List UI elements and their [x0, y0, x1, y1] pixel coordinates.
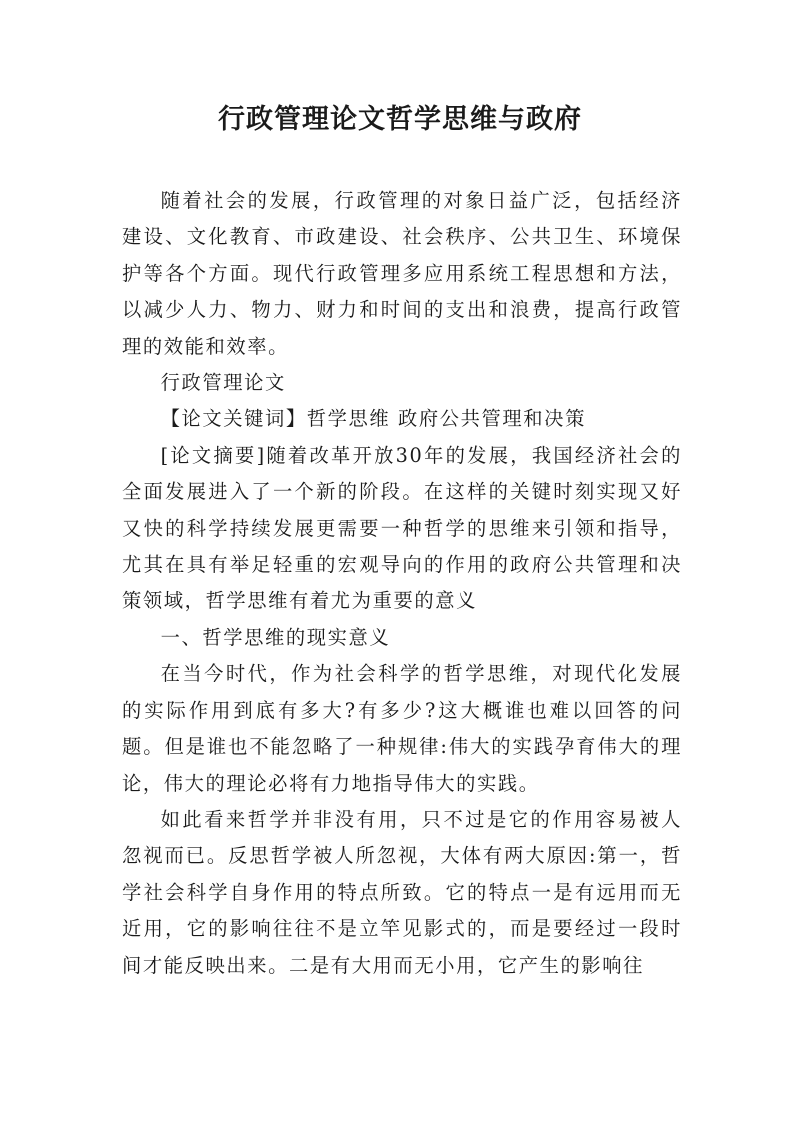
paragraph-body-2: 如此看来哲学并非没有用，只不过是它的作用容易被人忽视而已。反思哲学被人所忽视，大体有两大原因:第一，哲学社会科学自身作用的特点所致。它的特点一是有远用而无近用，它的影响往往不是立竿见影式的，而是要经过一段时间才能反映出来。二是有大用而无小用，它产生的影响往: [122, 807, 682, 977]
document-title: 行政管理论文哲学思维与政府: [218, 104, 582, 135]
section-heading-1: 一、哲学思维的现实意义: [160, 625, 391, 649]
paragraph-section-label: 行政管理论文: [160, 371, 286, 395]
document-body: [122, 183, 682, 984]
paragraph-intro: 随着社会的发展，行政管理的对象日益广泛，包括经济建设、文化教育、市政建设、社会秩序、公共卫生、环境保护等各个方面。现代行政管理多应用系统工程思想和方法，以减少人力、物力、财力和时间的支出和浪费，提高行政管理的效能和效率。: [122, 189, 682, 358]
paragraph-abstract: [论文摘要]随着改革开放30年的发展，我国经济社会的全面发展进入了一个新的阶段。在这样的关键时刻实现又好又快的科学持续发展更需要一种哲学的思维来引领和指导，尤其在具有举足轻重的宏观导向的作用的政府公共管理和决策领域，哲学思维有着尤为重要的意义: [122, 443, 682, 613]
paragraph-body-1: 在当今时代，作为社会科学的哲学思维，对现代化发展的实际作用到底有多大?有多少?这大概谁也难以回答的问题。但是谁也不能忽略了一种规律:伟大的实践孕育伟大的理论，伟大的理论必将有力地指导伟大的实践。: [122, 662, 682, 795]
paragraph-keywords: 【论文关键词】哲学思维 政府公共管理和决策: [160, 407, 586, 431]
